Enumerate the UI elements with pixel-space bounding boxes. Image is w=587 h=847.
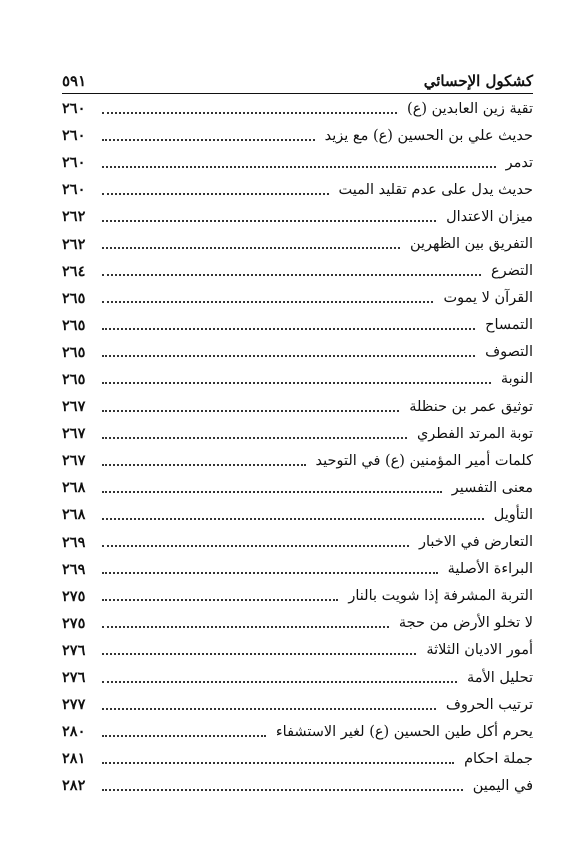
entry-title: التعارض في الاخبار [418,534,533,551]
entry-page-number: ٢٦٨ [62,506,86,524]
entry-title: التصوف [485,344,533,361]
dot-leader [102,398,399,412]
entry-page-number: ٢٨٠ [62,723,86,741]
dot-leader [102,262,481,276]
page-header [62,62,533,94]
dot-leader [102,587,338,601]
entry-page-number: ٢٨٢ [62,777,86,795]
entry-page-number: ٢٦٠ [62,154,86,172]
toc-entry [62,176,533,203]
dot-leader [102,154,496,168]
entry-page-number: ٢٧٥ [62,587,86,605]
dot-leader [102,181,329,195]
entry-title: أمور الاديان الثلاثة [426,642,533,659]
book-title: كشكول الإحسائي [423,72,533,90]
entry-title: ميزان الاعتدال [446,208,533,225]
entry-title: تدمر [505,154,533,171]
dot-leader [102,641,416,655]
toc-entry [62,556,533,583]
page-number: ٥٩١ [62,72,87,90]
toc-entry [62,772,533,799]
entry-page-number: ٢٦٠ [62,100,86,118]
entry-page-number: ٢٧٦ [62,669,86,687]
dot-leader [102,777,463,791]
entry-page-number: ٢٦٢ [62,208,86,226]
entry-title: تقية زين العابدين (ع) [407,100,533,117]
toc-entry [62,745,533,772]
dot-leader [102,289,433,303]
entry-title: توثيق عمر بن حنظلة [409,398,533,415]
entry-title: التأويل [493,506,533,523]
toc-entry [62,285,533,312]
entry-title: النوبة [500,371,533,388]
toc-entry [62,474,533,501]
entry-title: التضرع [490,263,533,280]
entry-page-number: ٢٦٠ [62,127,86,145]
toc-entry [62,529,533,556]
entry-page-number: ٢٦٩ [62,560,86,578]
dot-leader [102,506,484,520]
toc-entry [62,420,533,447]
dot-leader [102,425,407,439]
toc-entry [62,258,533,285]
dot-leader [102,533,409,547]
dot-leader [102,669,457,683]
entry-title: في اليمين [472,777,533,794]
dot-leader [102,696,436,710]
entry-title: جملة احكام [464,750,533,767]
entry-title: ترتيب الحروف [445,696,533,713]
entry-title: حديث يدل على عدم تقليد الميت [338,181,533,198]
dot-leader [102,479,442,493]
toc-entry [62,393,533,420]
toc-entry [62,501,533,528]
entry-title: توبة المرتد الفطري [416,425,533,442]
toc-entry [62,312,533,339]
entry-page-number: ٢٦٩ [62,533,86,551]
entry-page-number: ٢٦٠ [62,181,86,199]
dot-leader [102,235,400,249]
entry-page-number: ٢٦٧ [62,425,86,443]
entry-page-number: ٢٧٧ [62,696,86,714]
entry-title: التمساح [485,317,533,334]
entry-title: معنى التفسير [451,479,533,496]
table-of-contents [62,95,533,799]
entry-page-number: ٢٦٥ [62,343,86,361]
entry-page-number: ٢٧٥ [62,614,86,632]
entry-title: حديث علي بن الحسين (ع) مع يزيد [324,127,533,144]
dot-leader [102,343,475,357]
entry-page-number: ٢٦٥ [62,289,86,307]
entry-page-number: ٢٦٨ [62,479,86,497]
dot-leader [102,127,315,141]
toc-entry [62,447,533,474]
entry-title: كلمات أمير المؤمنين (ع) في التوحيد [315,452,533,469]
entry-title: يحرم أكل طين الحسين (ع) لغير الاستشفاء [275,723,533,740]
toc-entry [62,610,533,637]
entry-title: لا تخلو الأرض من حجة [398,615,533,632]
toc-entry [62,664,533,691]
toc-entry [62,366,533,393]
entry-title: التربة المشرفة إذا شويت بالنار [348,588,533,605]
toc-entry [62,637,533,664]
entry-page-number: ٢٧٦ [62,641,86,659]
entry-title: التفريق بين الظهرين [409,236,533,253]
dot-leader [102,316,475,330]
dot-leader [102,452,306,466]
entry-title: تحليل الأمة [466,669,533,686]
entry-title: القرآن لا يموت [443,290,533,307]
entry-page-number: ٢٦٥ [62,370,86,388]
toc-entry [62,203,533,230]
entry-title: البراءة الأصلية [447,561,533,578]
toc-entry [62,583,533,610]
entry-page-number: ٢٦٥ [62,316,86,334]
dot-leader [102,723,266,737]
dot-leader [102,370,491,384]
toc-entry [62,339,533,366]
entry-page-number: ٢٦٧ [62,452,86,470]
toc-entry [62,149,533,176]
dot-leader [102,100,397,114]
entry-page-number: ٢٦٤ [62,262,86,280]
entry-page-number: ٢٦٧ [62,398,86,416]
toc-entry [62,718,533,745]
toc-entry [62,230,533,257]
dot-leader [102,560,438,574]
dot-leader [102,750,454,764]
toc-entry [62,691,533,718]
toc-entry [62,122,533,149]
dot-leader [102,614,389,628]
entry-page-number: ٢٦٢ [62,235,86,253]
dot-leader [102,208,436,222]
toc-entry [62,95,533,122]
entry-page-number: ٢٨١ [62,750,86,768]
